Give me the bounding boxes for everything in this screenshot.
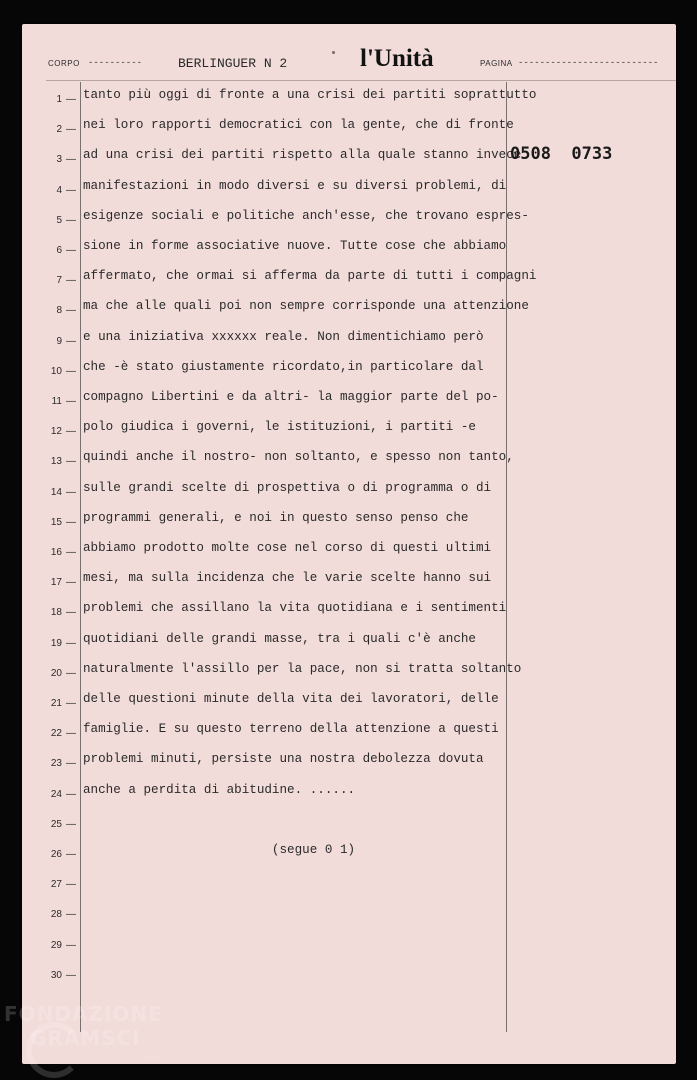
text-line: sulle grandi scelte di prospettiva o di programma o di — [83, 480, 492, 495]
text-line: tanto più oggi di fronte a una crisi dei partiti soprattutto — [83, 88, 537, 102]
header-rule — [46, 80, 676, 81]
line-number-tick: — — [66, 818, 76, 830]
line-number-tick: — — [66, 849, 76, 860]
line-number — [44, 909, 94, 920]
text-line: mesi, ma sulla incidenza che le varie scelte hanno sui — [83, 571, 492, 586]
line-number-value: 24 — [50, 788, 62, 800]
line-number-tick: — — [66, 516, 76, 528]
line-number-value: 20 — [50, 667, 62, 679]
line-number-value: 23 — [50, 758, 62, 770]
line-number-value: 29 — [50, 939, 62, 951]
line-number-value: 3 — [56, 154, 62, 166]
text-line: polo giudica i governi, le istituzioni, i partiti -e — [83, 420, 476, 435]
line-number-value: 2 — [56, 124, 62, 136]
line-number-tick: — — [66, 365, 76, 377]
line-number-value: 7 — [56, 275, 62, 287]
text-line: programmi generali, e noi in questo senso penso che — [83, 510, 469, 525]
line-number-value: 26 — [50, 849, 62, 860]
line-number-tick: — — [66, 728, 76, 740]
text-line: naturalmente l'assillo per la pace, non si tratta soltanto — [83, 661, 522, 676]
line-number-value: 11 — [51, 396, 62, 407]
line-number-value: 14 — [50, 486, 62, 498]
line-number-tick: — — [66, 396, 76, 407]
line-number-tick: — — [66, 637, 76, 649]
line-number-value: 25 — [50, 818, 62, 830]
line-number-value: 12 — [50, 426, 62, 438]
text-line: compagno Libertini e da altri- la maggior parte del po- — [83, 390, 499, 404]
text-line: quindi anche il nostro- non soltanto, e spesso non tanto, — [83, 450, 514, 465]
line-number-value: 17 — [50, 577, 62, 589]
text-line: sione in forme associative nuove. Tutte cose che abbiamo — [83, 239, 507, 253]
text-line: nei loro rapporti democratici con la gente, che di fronte — [83, 118, 514, 133]
line-number-value: 8 — [56, 305, 62, 317]
line-number-value: 21 — [50, 698, 62, 709]
line-number-tick: — — [66, 577, 76, 589]
line-number-tick: — — [66, 698, 76, 709]
text-line: esigenze sociali e politiche anch'esse, che trovano espres- — [83, 208, 529, 223]
line-number-value: 30 — [50, 969, 62, 981]
text-line: manifestazioni in modo diversi e su diversi problemi, di — [83, 178, 507, 193]
line-number-value: 13 — [50, 456, 62, 468]
text-line: ad una crisi dei partiti rispetto alla quale stanno invece — [83, 148, 522, 163]
text-line: delle questioni minute della vita dei lavoratori, delle — [83, 692, 499, 706]
document-title: BERLINGUER N 2 — [178, 56, 288, 71]
pin-hole — [332, 51, 335, 54]
line-number-value: 27 — [50, 879, 62, 891]
right-margin-line — [506, 82, 507, 1032]
typewritten-page — [22, 24, 676, 1064]
line-number-tick: — — [66, 335, 76, 347]
line-number-tick: — — [66, 788, 76, 800]
document-stamp-number: 0508 0733 — [510, 144, 613, 164]
line-number-value: 1 — [56, 94, 62, 105]
line-number — [44, 879, 94, 890]
line-number-value: 18 — [50, 607, 62, 619]
line-number-tick: — — [66, 456, 76, 468]
text-line: abbiamo prodotto molte cose nel corso di questi ultimi — [83, 541, 492, 555]
line-number-tick: — — [66, 426, 76, 438]
line-number-value: 9 — [56, 335, 62, 347]
line-number — [44, 819, 94, 830]
line-number — [44, 970, 94, 981]
line-number-tick: — — [66, 124, 76, 136]
text-line: (segue 0 1) — [83, 843, 356, 857]
line-number-tick: — — [66, 909, 76, 921]
line-number-value: 15 — [50, 516, 62, 528]
line-number-tick: — — [66, 486, 76, 498]
line-number — [44, 940, 94, 951]
text-line: anche a perdita di abitudine. ...... — [83, 782, 356, 797]
text-line: quotidiani delle grandi masse, tra i quali c'è anche — [83, 631, 476, 646]
line-number-value: 5 — [56, 214, 62, 226]
masthead-logo: l'Unità — [360, 45, 434, 72]
text-line: famiglie. E su questo terreno della attenzione a questi — [83, 722, 499, 737]
watermark-line-2: GRAMSCI — [30, 1026, 141, 1050]
corpo-label: CORPO — [48, 59, 80, 68]
line-number-value: 19 — [50, 637, 62, 649]
line-number-value: 22 — [50, 728, 62, 740]
line-number-tick: — — [66, 758, 76, 770]
pagina-field: -------------------------- — [518, 58, 659, 68]
line-number-value: 4 — [56, 184, 62, 196]
line-number-value: 16 — [50, 547, 62, 558]
line-number-tick: — — [66, 214, 76, 226]
line-number-tick: — — [66, 245, 76, 256]
line-number-tick: — — [66, 94, 76, 105]
line-number-tick: — — [66, 969, 76, 981]
fondazione-gramsci-watermark — [4, 1002, 163, 1062]
line-number-tick: — — [66, 667, 76, 679]
line-number-value: 6 — [56, 245, 62, 256]
line-number-value: 10 — [50, 365, 62, 377]
line-number-tick: — — [66, 939, 76, 951]
watermark-line-1: FONDAZIONE — [4, 1002, 163, 1026]
watermark-line-3: onlus — [142, 1054, 161, 1062]
text-line: e una iniziativa xxxxxx reale. Non dimentichiamo però — [83, 329, 484, 344]
line-number-tick: — — [66, 547, 76, 558]
text-line: che -è stato giustamente ricordato,in particolare dal — [83, 359, 484, 374]
corpo-field: ---------- — [88, 58, 143, 68]
line-number-tick: — — [66, 154, 76, 166]
line-number-tick: — — [66, 879, 76, 891]
pagina-label: PAGINA — [480, 59, 513, 68]
line-number-tick: — — [66, 305, 76, 317]
text-line: affermato, che ormai si afferma da parte di tutti i compagni — [83, 269, 537, 284]
text-line: problemi che assillano la vita quotidiana e i sentimenti — [83, 601, 507, 616]
line-number-tick: — — [66, 184, 76, 196]
line-number-value: 28 — [50, 909, 62, 921]
line-number-tick: — — [66, 607, 76, 619]
text-line: problemi minuti, persiste una nostra debolezza dovuta — [83, 752, 484, 767]
text-line: ma che alle quali poi non sempre corrisponde una attenzione — [83, 299, 529, 314]
line-number-tick: — — [66, 275, 76, 287]
